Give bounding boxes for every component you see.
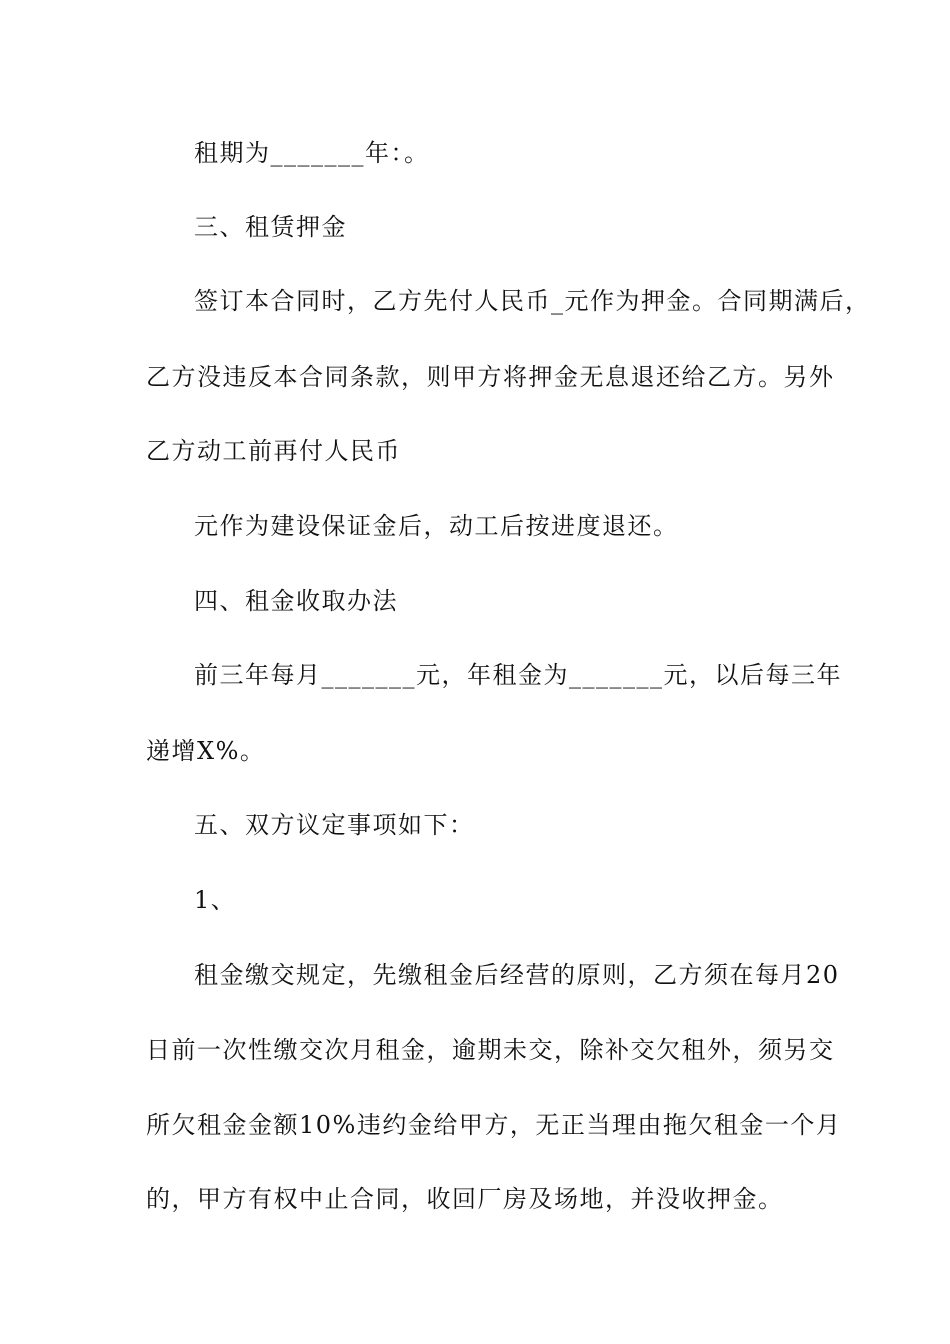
paragraph-line: 乙方没违反本合同条款，则甲方将押金无息退还给乙方。另外 (146, 363, 835, 391)
paragraph-line: 的，甲方有权中止合同，收回厂房及场地，并没收押金。 (146, 1185, 784, 1213)
paragraph-line: 所欠租金金额10%违约金给甲方，无正当理由拖欠租金一个月 (146, 1111, 842, 1139)
list-item-number: 1、 (194, 886, 237, 914)
paragraph-line: 元作为建设保证金后，动工后按进度退还。 (194, 512, 679, 540)
paragraph-line: 签订本合同时，乙方先付人民币_元作为押金。合同期满后， (194, 287, 871, 315)
section-heading-deposit: 三、租赁押金 (194, 213, 347, 241)
lease-term-line: 租期为_______年：。 (194, 139, 430, 167)
section-heading-agreed-matters: 五、双方议定事项如下： (194, 811, 475, 839)
paragraph-line: 乙方动工前再付人民币 (146, 437, 401, 465)
paragraph-line: 递增X%。 (146, 737, 266, 765)
paragraph-line: 租金缴交规定，先缴租金后经营的原则，乙方须在每月20 (194, 961, 840, 989)
paragraph-line: 日前一次性缴交次月租金，逾期未交，除补交欠租外，须另交 (146, 1036, 835, 1064)
section-heading-rent-collection: 四、租金收取办法 (194, 587, 398, 615)
paragraph-line: 前三年每月_______元，年租金为_______元，以后每三年 (194, 661, 842, 689)
